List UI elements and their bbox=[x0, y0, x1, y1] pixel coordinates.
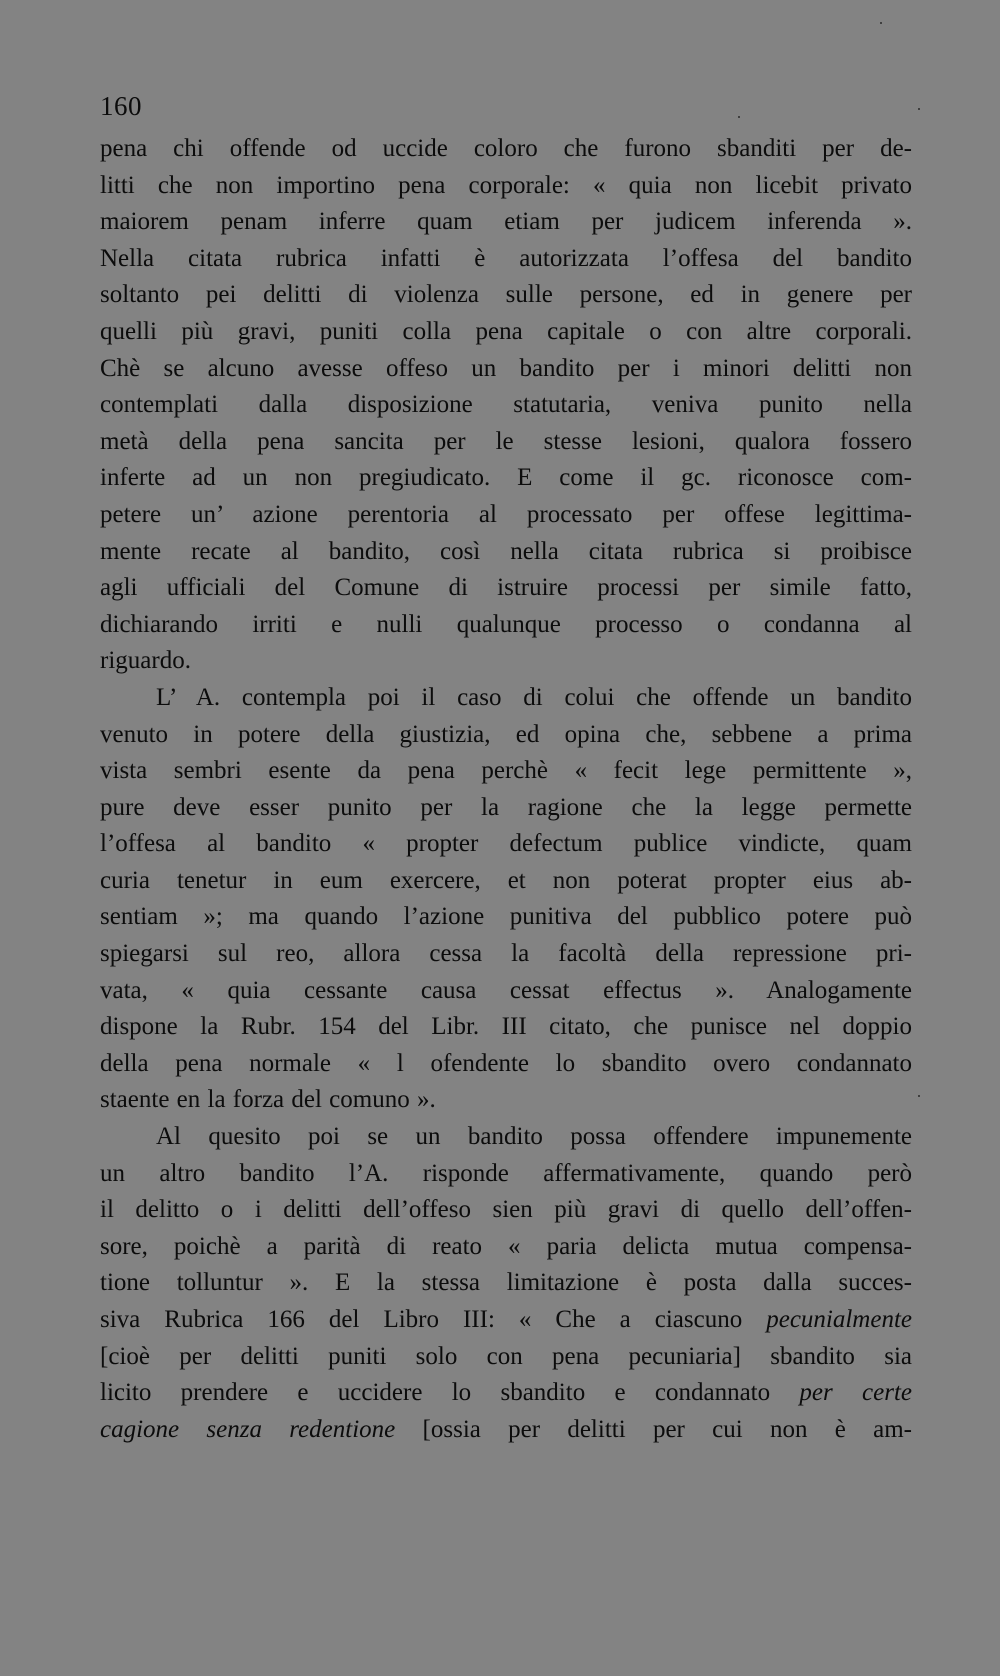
line-text: siva Rubrica 166 del Libro III: « Che a ciascuno bbox=[100, 1306, 743, 1333]
text-line: vata, « quia cessante causa cessat effectus ». Analogamente bbox=[100, 976, 912, 1004]
body-text bbox=[100, 131, 912, 1448]
text-line: metà della pena sancita per le stesse lesioni, qualora fossero bbox=[100, 427, 912, 455]
text-line: sore, poichè a parità di reato « paria delicta mutua compensa- bbox=[100, 1232, 912, 1260]
text-line: pure deve esser punito per la ragione che la legge permette bbox=[100, 793, 912, 821]
text-line bbox=[100, 1412, 912, 1449]
text-line: L’ A. contempla poi il caso di colui che offende un bandito bbox=[156, 683, 912, 711]
text-line: contemplati dalla disposizione statutaria, veniva punito nella bbox=[100, 391, 912, 419]
text-line: maiorem penam inferre quam etiam per judicem inferenda ». bbox=[100, 208, 912, 236]
line-text: licito prendere e uccidere lo sbandito e condannato bbox=[100, 1379, 771, 1407]
text-line: agli ufficiali del Comune di istruire processi per simile fatto, bbox=[100, 574, 912, 602]
text-line: soltanto pei delitti di violenza sulle persone, ed in genere per bbox=[100, 281, 912, 309]
italic-word: pecunialmente bbox=[766, 1306, 912, 1333]
text-line: litti che non importino pena corporale: « quia non licebit privato bbox=[100, 171, 912, 199]
text-line: riguardo. bbox=[100, 647, 191, 675]
text-line: tione tolluntur ». E la stessa limitazione è posta dalla succes- bbox=[100, 1269, 912, 1297]
text-line bbox=[100, 1302, 912, 1339]
text-line: Chè se alcuno avesse offeso un bandito per i minori delitti non bbox=[100, 354, 912, 382]
line-text: [ossia per delitti per cui non è am- bbox=[422, 1415, 912, 1443]
italic-phrase: cagione senza redentione bbox=[100, 1415, 396, 1443]
text-line bbox=[100, 1375, 912, 1412]
scan-speck bbox=[918, 1095, 920, 1097]
text-line: venuto in potere della giustizia, ed opina che, sebbene a prima bbox=[100, 720, 912, 748]
text-line: petere un’ azione perentoria al processato per offese legittima- bbox=[100, 500, 912, 528]
scan-speck bbox=[880, 22, 882, 24]
text-line: mente recate al bandito, così nella citata rubrica si proibisce bbox=[100, 537, 912, 565]
text-line: curia tenetur in eum exercere, et non poterat propter eius ab- bbox=[100, 866, 912, 894]
text-line: pena chi offende od uccide coloro che furono sbanditi per de- bbox=[100, 135, 912, 162]
text-line: [cioè per delitti puniti solo con pena pecuniaria] sbandito sia bbox=[100, 1342, 912, 1370]
italic-phrase: per certe bbox=[799, 1379, 912, 1407]
text-line: spiegarsi sul reo, allora cessa la facoltà della repressione pri- bbox=[100, 940, 912, 968]
text-line: quelli più gravi, puniti colla pena capitale o con altre corporali. bbox=[100, 317, 912, 345]
text-line: sentiam »; ma quando l’azione punitiva del pubblico potere può bbox=[100, 903, 912, 931]
text-line: Al quesito poi se un bandito possa offendere impunemente bbox=[156, 1123, 912, 1151]
page-number: 160 bbox=[100, 91, 142, 121]
text-line: dispone la Rubr. 154 del Libr. III citato, che punisce nel doppio bbox=[100, 1013, 912, 1041]
text-line: il delitto o i delitti dell’offeso sien più gravi di quello dell’offen- bbox=[100, 1196, 912, 1224]
text-line: staente en la forza del comuno ». bbox=[100, 1086, 436, 1114]
scan-speck bbox=[918, 108, 920, 110]
text-line: l’offesa al bandito « propter defectum publice vindicte, quam bbox=[100, 830, 912, 858]
text-line: dichiarando irriti e nulli qualunque processo o condanna al bbox=[100, 610, 912, 638]
text-line: Nella citata rubrica infatti è autorizzata l’offesa del bandito bbox=[100, 244, 912, 272]
text-line: della pena normale « l ofendente lo sbandito overo condannato bbox=[100, 1049, 912, 1077]
text-line: un altro bandito l’A. risponde affermativamente, quando però bbox=[100, 1159, 912, 1187]
scan-speck bbox=[738, 116, 740, 118]
text-line: inferte ad un non pregiudicato. E come il gc. riconosce com- bbox=[100, 464, 912, 492]
text-line: vista sembri esente da pena perchè « fecit lege permittente », bbox=[100, 757, 912, 785]
